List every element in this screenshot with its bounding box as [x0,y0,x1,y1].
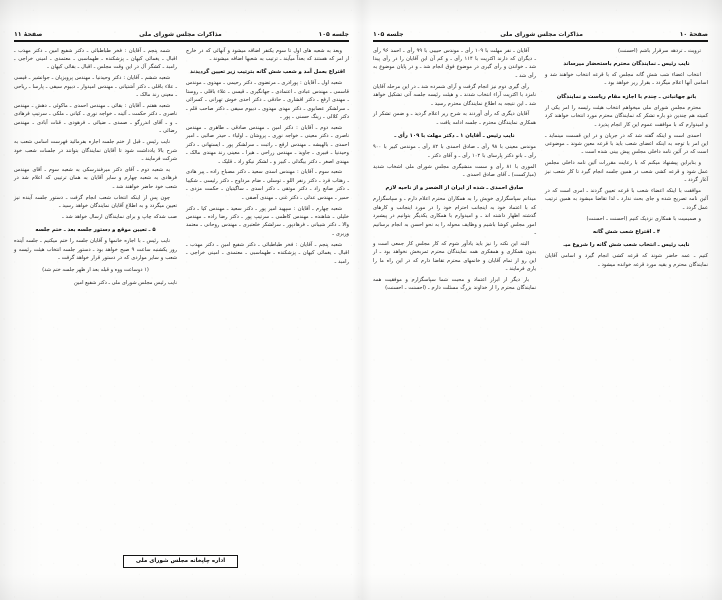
speaker-heading: نایب رئیس ـ نمایندگان محترم باستحضار میرساند [563,61,690,67]
paragraph: صب شدکه چاپ و برای نمایندگان ارسال خواهد شد ـ [62,213,177,220]
paragraph: و صمیمیت با همکاری نزدیک کنیم (احسنت ـ احسنت) [586,215,701,222]
paragraph: البته این نکته را نیز باید یادآور شوم که کار مجلس کار جمعی است و بدون همکاری و همفکری همه نمایندگان محترم ثمربخش نخواهد بود ـ از این رو از تمام آقایان و خانمهای محترم تقاضا دارم که در این راه ما را یاری فرمایند ـ [373,240,536,273]
paragraph: ترویث ـ تردهه سرقرار باشم (احسنت) [617,47,701,54]
paragraph: شعبه هفتم ـ آقایان : بقائی ـ مهندس احمدی ـ ماکوئی ـ دهش ـ مهندس ناصری ـ دکتر حکمت ـ آئینه ـ خواجه نوری ـ کیانی ـ ملکی ـ سرتیپ فرهادی ـ و ـ آقای اندرزگو ـ صمدی ـ ضیائی ـ فرهودی ـ قنات آبادی ـ مهندس رضائی ـ [14,103,177,135]
speaker-heading: نایب رئیس ـ انتخاب شعب شش گانه را شروع میـ [563,242,690,249]
paragraph: احمدی است و اینکه گفته شد که در جریان و در این قسمت مینماید ـ این امر با توجه به اینکه اعضای شعب باید با قرعه معین شوند ـ موضوعی است که در آئین نامه داخلی مجلس پیش بینی شده است ـ [545,132,708,156]
page-left-header-outer: صفحهٔ ۱۱ [14,31,43,38]
page-right-column-inner [545,47,708,575]
paragraph: آقایان دیگری که رأی آوردند به شرح زیر اعلام گردید ـ و ضمن تشکر از همکاری نمایندگان محترم ـ جلسه ادامه یافت ـ [373,111,536,126]
page-left-header-title: مذاکرات مجلس شورای ملی [139,31,222,38]
speaker-heading: بانو جهانبانی ـ چندم با اجازه مقام ریاست و نمایندگان [556,93,697,100]
page-left-header-rule [14,40,349,42]
paragraph: نایب رئیس ـ قبل از ختم جلسه اجازه بفرمائید فهرست اسامی شعب به شرح بالا یادداشت شود تا آقایان نمایندگان بتوانند در جلسات شعب خود شرکت فرمایند ـ [14,139,177,162]
paragraph: وبعد به شعبه های اول تا سوم یکنفر اضافه میشود و آنهائی که در خارج از امر که هستند که بعداً میآیند ـ ترتیب به شعبها اضافه میشوند ـ [186,47,349,62]
paragraph: انتخاب اعضاء شب شش گانه مجلس که با قرعه انتخاب خواهند شد و اسامی آنها اعلام میگردد ـ بقرار زیر خواهد بود ـ [545,72,708,87]
paragraph: موندس معینی با ۹۸ رأی ـ صادق احمدی با ۸۲ رأی ـ موندس کبیر با ۹۰۰ رأی ـ بانو دکتر پارسای با ۱۰۲ رأی ـ و آقای دکتر ـ [373,144,536,159]
page-right-header [373,26,708,40]
page-left-columns [14,47,349,575]
section-heading: ۵ ـ تعیین موقع و دستور جلسه بعد ـ ختم جلسه [35,227,156,234]
paragraph: چون پس از اینکه انتخاب شعب انجام گرفت ـ دستور جلسه آینده نیز تعیین میگردد و به اطلاع آقایان نمایندگان خواهد رسید ـ [14,194,177,209]
paragraph: نایب رئیس ـ با اجازه خانمها و آقایان جلسه را ختم میکنیم ـ جلسه آینده روز یکشنبه ساعت ۹ صبح خواهد بود ـ دستور جلسه انتخاب هیئت رئیسه و شعب و سایر مواردی که در دستور قرار خواهد گرفت ـ [14,238,177,262]
paragraph: موافقت با اینکه اعضاء شعب با قرعه تعیین گردند ـ امری است که در آئین نامه تصریح شده و جای بحث ندارد ـ لذا تقاضا میشود به همین ترتیب عمل گردد ـ [545,187,708,211]
page-right-header-session: جلسه ۱۰۵ [373,31,404,38]
page-left-column-inner [186,47,349,575]
page-right [361,0,722,600]
paragraph: محترم مجلس شورای ملی میخواهم انتخاب هیئت رئیسه را امر یکی از کمیته هم چندین دو باره تشکر که نمایندگان محترم مورد انتخاب خواهند کرد و امیدوارم که با موافقت عموم این کار انجام پذیرد ـ [545,104,708,128]
page-right-header-title: مذاکرات مجلس شورای ملی [500,31,583,38]
paragraph: و بنابراین پیشنهاد میکنم که با رعایت مقررات آئین نامه داخلی مجلس عمل شود و قرعه کشی شعب در همین جلسه انجام گیرد تا کار شعب نیز آغاز گردد ـ [545,160,708,184]
printing-house-imprint: اداره چاپخانه مجلس شورای ملی [123,555,238,569]
paragraph: آقایان ـ نفر مهلت با ۱۰۹ رأی ـ موندس حبیبی با ۹۹ رأی ـ احمد ۹۶ رأی ـ دیگران که دارند اکثریت با ۱۱۴ رأی ـ و کم آن این آقایان را در رأی پیدا شد ـ خواندن و رأی گیری در موضوع فوق انجام شد ـ و در پایان موضوع به رأی شد ـ [373,47,537,79]
speaker-heading: نایب رئیس ـ آقایان ۱ ـ دکتر مهلت با ۱۰۹ رأی ـ [394,133,515,140]
paragraph: شعبه ششم ـ آقایان : دکتر وحیدنیا ـ مهندس پرویزیان ـ جوانشیر ـ قیسی ـ علاء باقلی ـ دکتر آشتیانی ـ مهندس امیدوار ـ دبیوم سیفی ـ پارسا ـ ریاحی ـ معینی زند مالک ـ [13,75,177,99]
page-right-column-outer [373,47,536,575]
paragraph: به شعبه دوم ـ آقای دکتر میرفندرسکی به شعبه سوم ـ آقای مهندس فرهادی به شعبه چهارم و سایر آقایان به همان ترتیبی که اعلام شد در شعب خود حاضر خواهند شد ـ [14,166,177,190]
imprint-container [0,555,361,569]
page-right-header-rule [373,40,708,42]
section-heading: اقتراع بعمل آمد و شعب شش گانه بترتیب زیر تعیین گردیدند [190,69,345,76]
signature-line: نایب رئیس مجلس شورای ملی ـ دکتر شفیع امین [73,279,177,286]
paragraph: الموزی با ۸۱ رأی و سمت منشیگری مجلس شورای ملی اشخاب شدید (مبارکست) ـ آقای صادق احمدی ـ [373,163,537,178]
paragraph: شعبه سوم ـ آقایان : مهندس اسدی سعید ـ دکتر مصباح زاده ـ پیر هادی ـ زهتاب فرد ـ دکتر زنفر اللو ـ توسلی ـ ضام مرداوج ـ دکتر رئیسی ـ شکیبا ـ دکتر صانع زاد ـ دکتر موثقی ـ دکتر اسدی ـ ساگیتیان ـ حکمت مزدی ـ حمیر ـ مهندس عدلی ـ دکتر غنی ـ مهندی آصفی ـ [186,169,349,201]
paragraph: شعبه چهارم ـ آقایان : سپهبد امیر پور ـ دکتر سعید ـ مهندس کیا ـ دکتر خلیلی ـ شاهنده ـ مهندس کاظمی ـ سرتیپ پور ـ دکتر رضا زاده ـ مهندس والا ـ دکتر شیبانی ـ فرهادپور ـ سرلشکر خلعتبری ـ مهندس روحانی ـ معتمد وزیری ـ [186,205,349,237]
section-heading: ۴ ـ اقتراع شعب شش گانه [592,229,661,236]
paragraph: کنیم ـ عمه حاضر شوند که قرعه کشی انجام گیرد و اسامی آقایان نمایندگان محترم و بقیه مورد قرعه خوانده میشود ـ [545,253,708,268]
paragraph: شعبه اول ـ آقایان : پورادری ـ مرتضوی ـ دکتر رحیمی ـ مهدوی ـ موندس قاسمی ـ مهندس عبادی ـ اعتمادی ـ جهانگیری ـ قیسی ـ علاء باقلی ـ روستا ـ مهندی ارفع ـ دکتر افشاری ـ حاذقی ـ دکتر احدی خوش تهرانی ـ کسرائی ـ سرلشکر عصابوی ـ دکتر مهدی مهدوی ـ دبیوم سیفی ـ دکتر صاحب قلم ـ دکتر کلالی ـ زینگ حسنی ـ پور ـ [185,80,349,121]
adjournment-note: (۱ دوساعت ووه و قبله بعد از ظهر جلسه ختم شد) [42,266,149,273]
paragraph: شعبه پنجم ـ آقایان : فخر طباطبائی ـ دکتر شفیع امین ـ دکتر مهذب ـ اقبال ـ یغمائی کیهان ـ پزشکنده ـ طهماسبی ـ معتمدی ـ امینی خراجی ـ رامبد ـ [186,241,349,265]
paragraph: شعبه دوم ـ آقایان : دکتر امین ـ مهندس صادقی ـ طاهری ـ مهندس ناصری ـ دکتر معینی ـ خواجه نوری ـ پروشان ـ اولیاء ـ حیدر صائبی ـ امیر احمدی ـ بالهیشه ـ مهندس ارفع ـ راثبت ـ سرلشکر پور ـ ایستهانی ـ دکتر وحیدنیا ـ فبیری ـ جاوید ـ مهندس زراحی ـ هیرا ـ معینی زند مهندی مالک ـ مهندی اصغر ـ دکتر بیگدلی ـ کبیر و ـ لشکر نیکو زاد ـ قلیک ـ [186,124,349,165]
paragraph: بار دیگر از ابراز اعتماد و محبت شما سپاسگزارم و موفقیت همه نمایندگان محترم را از خداوند بزرگ مسئلت دارم ـ (احسنت ـ احسنت) [373,277,536,292]
page-left-column-outer [14,47,177,575]
page-right-columns [373,47,708,575]
page-left-header [14,26,349,40]
page-left-header-session: جلسه ۱۰۵ [318,31,349,38]
paragraph: میدانم سپاسگزاری خویش را به همکاران محترم اعلام دارم ـ و سپاسگزارم که با اعتماد خود به اینجانب احترام خود را در مورد اینجانب و کارهای گذشته اظهار داشته اند ـ و امیدوارم با همکاری یکدیگر بتوانیم در پیشبرد امور مجلس کوشا باشیم و وظایف محوله را به نحو احسن به انجام برسانیم ـ [373,196,536,236]
speaker-heading: صادق احمدی ـ شده از ایران از الضصر و از ناحیه لازم [385,185,524,192]
paragraph: رأی گیری دوم نیز انجام گرفت و آرای شمرده شد ـ در این مرحله آقایان نامزد با اکثریت آراء انتخاب شدند ـ و هیئت رئیسه جلسه آتی تشکیل خواهد شد ـ این نتیجه به اطلاع نمایندگان محترم رسید ـ [373,83,536,107]
paragraph: شمه پنجم ـ آقایان : فخر طباطبائی ـ دکتر شفیع امین ـ دکتر مهذب ـ اقبال ـ یغمائی کیهان ـ پزشکنده ـ طهماسبی ـ معتمدی ـ امینی خراجی ـ رامبد ـ کشگر آل در این وقت مجلس ـ اقبال ـ بقائی کیهان ـ [14,47,177,71]
page-right-header-outer: صفحهٔ ۱۰ [679,31,708,38]
